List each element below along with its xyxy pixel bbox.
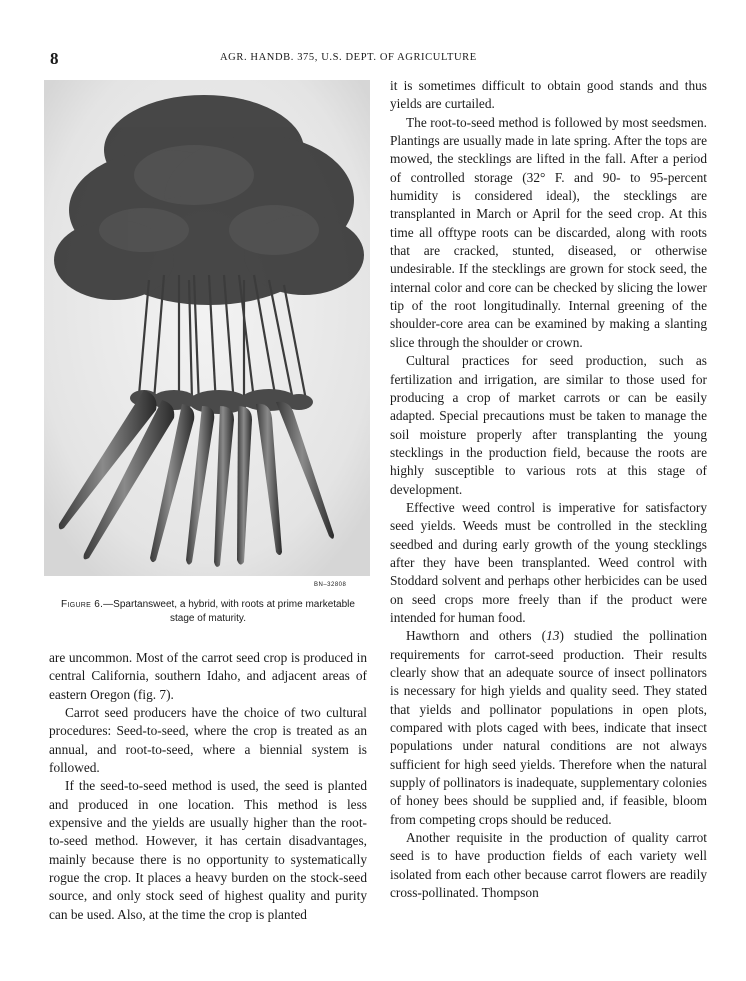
caption-label: Figure 6. [61, 599, 104, 610]
paragraph: Cultural practices for seed production, such as fertilization and irrigation, are similar to those used for producing a crop of market carrots or can be easily adapted. Special precautions must be taken to manage the soil moisture properly after transplanting the young stecklings in the production field, because the roots are highly susceptible to various rots at this stage of development. [390, 353, 707, 497]
paragraph: Another requisite in the production of quality carrot seed is to have production fields of each variety well isolated from each other because carrot flowers are readily cross-pollinated. Thompson [390, 830, 707, 901]
citation-number: 13 [546, 628, 560, 644]
paragraph-text: ) studied the pollination requirements for carrot-seed production. Their results clearly show that an adequate source of insect pollinators is necessary for high yields and quality seed. They stated that yields and pollinator populations in open plots, compared with plots caged with bees, indicate that insect populations under natural conditions are not always sufficient for high seed yields. Therefore when the natural supply of pollinators is inadequate, supplementary colonies of honey bees should be supplied and, if feasible, bloom from competing crops should be reduced. [390, 628, 707, 827]
figure-caption [49, 598, 367, 625]
paragraph: If the seed-to-seed method is used, the seed is planted and produced in one location. This method is less expensive and the yields are usually higher than the root-to-seed method. However, it has certain disadvantages, mainly because there is no opportunity to systematically rogue the crop. It places a heavy burden on the stock-seed source, and only stock seed of highest quality and purity can be used. Also, at the time the crop is planted [49, 778, 367, 922]
paragraph [390, 627, 707, 829]
paragraph-text: Hawthorn and others ( [406, 628, 547, 644]
carrot-photograph [44, 80, 370, 576]
photo-id: BN–32808 [314, 582, 347, 588]
left-text-column [49, 649, 367, 924]
running-head: AGR. HANDB. 375, U.S. DEPT. OF AGRICULTURE [220, 52, 477, 63]
paragraph: The root-to-seed method is followed by most seedsmen. Plantings are usually made in late spring. After the tops are mowed, the stecklings are lifted in the fall. After a period of controlled storage (32° F. and 90- to 95-percent humidity is considered ideal), the stecklings are transplanted in March or April for the seed crop. At this time all offtype roots can be discarded, along with roots that are cracked, stunted, diseased, or otherwise undesirable. If the stecklings are grown for stock seed, the internal color and core can be checked by slicing the lower tip of the root longitudinally. Internal greening of the shoulder-core area can be examined by making a slanting slice through the shoulder or crown. [390, 114, 707, 350]
caption-text: —Spartansweet, a hybrid, with roots at prime marketable stage of maturity. [103, 599, 355, 624]
page-number: 8 [50, 49, 59, 68]
right-text-column [390, 77, 707, 902]
paragraph: it is sometimes difficult to obtain good stands and thus yields are curtailed. [390, 78, 707, 112]
paragraph: are uncommon. Most of the carrot seed crop is produced in central California, southern Idaho, and adjacent areas of eastern Oregon (fig. 7). [49, 650, 367, 702]
paragraph: Carrot seed producers have the choice of two cultural procedures: Seed-to-seed, where the crop is treated as an annual, and root-to-seed, where a biennial system is followed. [49, 705, 367, 776]
paragraph: Effective weed control is imperative for satisfactory seed yields. Weeds must be controlled in the steckling seedbed and during early growth of the young stecklings after they have been transplanted. Weed control with Stoddard solvent and perhaps other herbicides can be used on seed crops more freely than if the product were intended for human food. [390, 499, 707, 625]
